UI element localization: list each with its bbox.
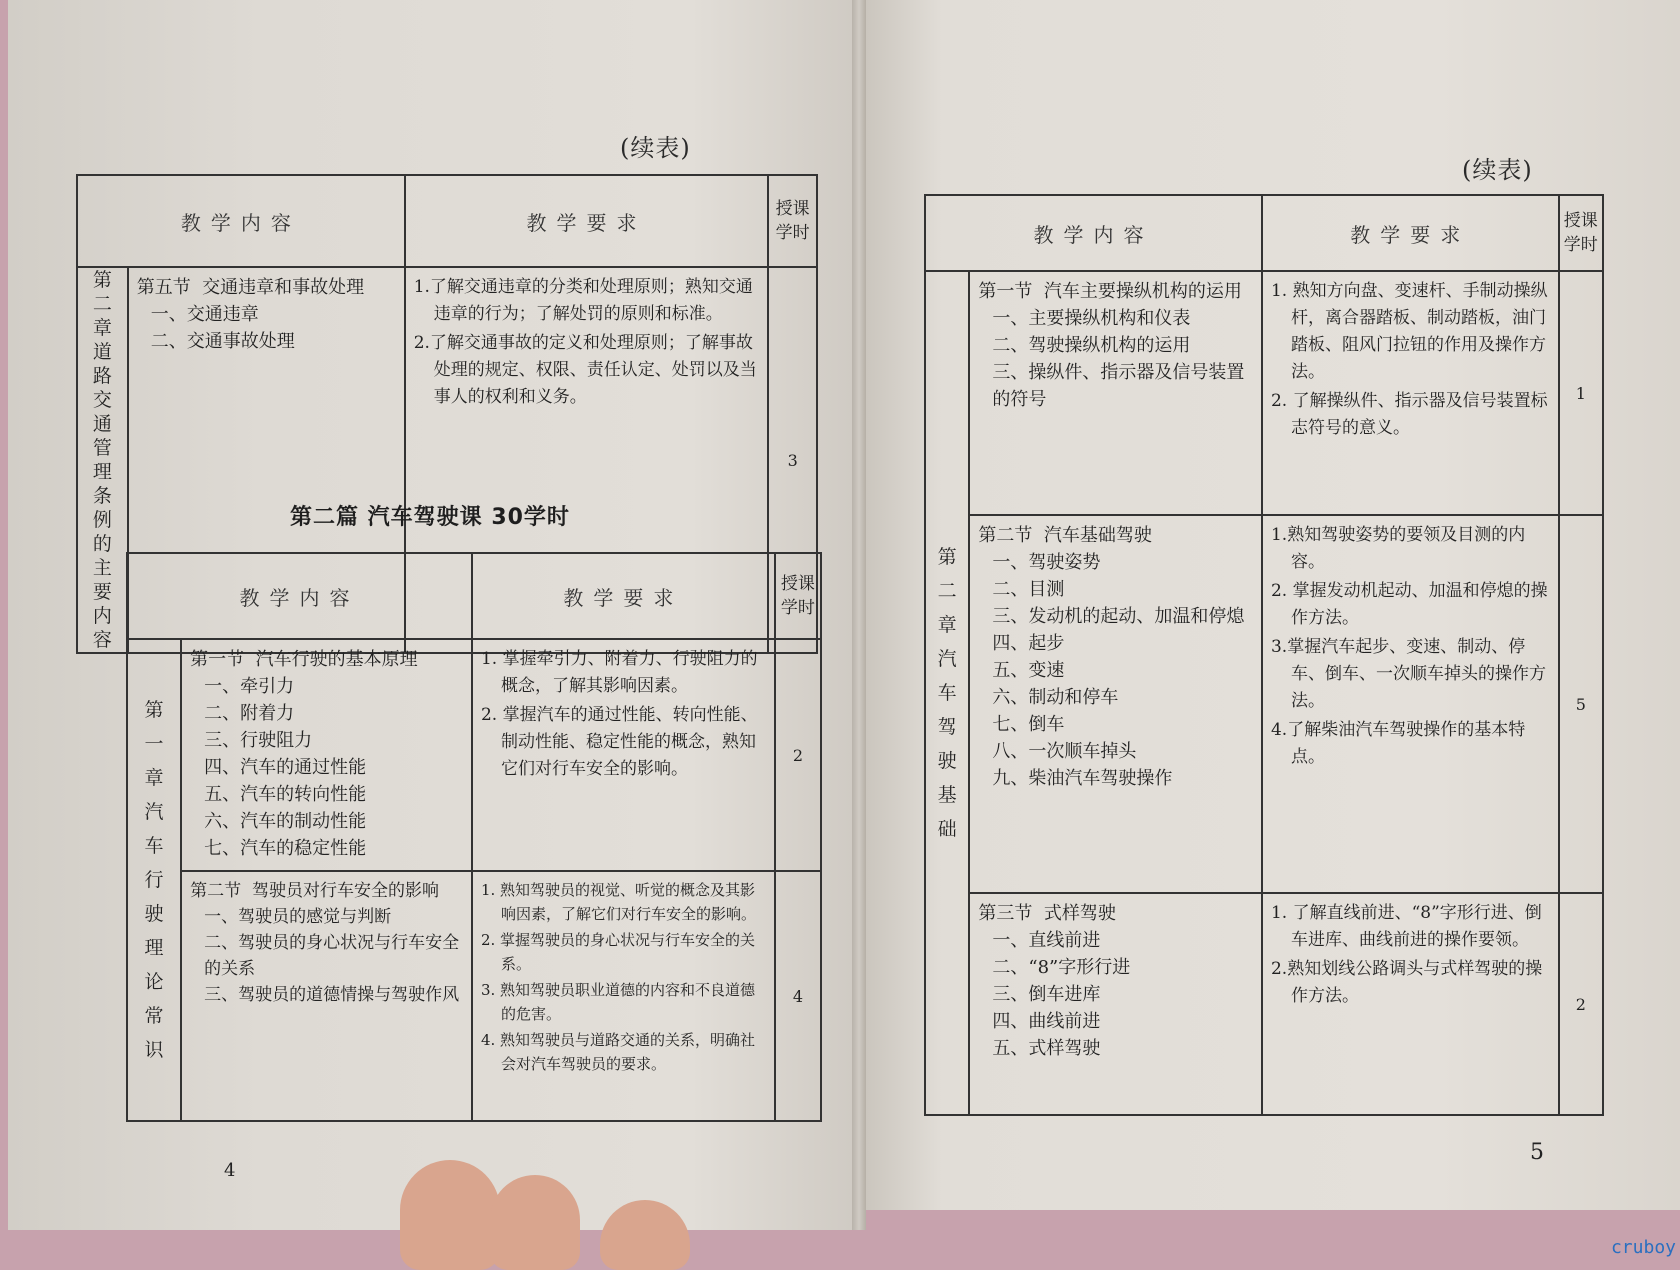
list-item: 六、制动和停车 [992, 687, 1119, 708]
book-spine [852, 0, 866, 1230]
requirement-item: 4. 熟知驾驶员与道路交通的关系，明确社会对汽车驾驶员的要求。 [480, 1031, 756, 1073]
hours-cell: 4 [775, 871, 821, 1121]
continued-label-left: (续表) [620, 134, 691, 162]
list-item: 一、直线前进 [992, 930, 1101, 951]
header-hours: 授课学时 [768, 175, 817, 267]
continued-label-right: (续表) [1462, 156, 1533, 184]
part-title: 第二篇 汽车驾驶课 30学时 [290, 505, 570, 530]
list-item: 四、起步 [992, 633, 1065, 654]
hours-cell: 5 [1559, 515, 1603, 893]
requirement-item: 1. 掌握牵引力、附着力、行驶阻力的概念，了解其影响因素。 [480, 649, 758, 696]
chapter-cell: 第二章道路交通管理条例的主要内容 [77, 267, 128, 653]
hours-cell: 1 [1559, 271, 1603, 515]
hours-cell: 2 [775, 639, 821, 871]
list-item: 四、汽车的通过性能 [204, 757, 367, 778]
header-requirements: 教学要求 [472, 553, 775, 639]
header-hours: 授课学时 [775, 553, 821, 639]
syllabus-table-3 [924, 194, 1604, 1116]
section-title: 第二节 驾驶员对行车安全的影响 [190, 881, 439, 901]
list-item: 一、交通违章 [150, 304, 259, 325]
syllabus-table-2 [126, 552, 822, 1122]
section-content [969, 271, 1262, 515]
list-item: 一、主要操纵机构和仪表 [992, 308, 1191, 329]
list-item: 七、倒车 [992, 714, 1065, 735]
section-title: 第三节 式样驾驶 [978, 903, 1116, 924]
list-item: 一、牵引力 [204, 676, 295, 697]
requirements-cell [1262, 271, 1559, 515]
requirement-item: 4.了解柴油汽车驾驶操作的基本特点。 [1270, 720, 1526, 767]
requirements-cell [1262, 893, 1559, 1115]
requirement-item: 2.了解交通事故的定义和处理原则；了解事故处理的规定、权限、责任认定、处罚以及当事人的权利和义务。 [413, 333, 757, 407]
list-item: 二、目测 [992, 579, 1065, 600]
requirement-item: 1.了解交通违章的分类和处理原则；熟知交通违章的行为；了解处罚的原则和标准。 [413, 277, 753, 324]
requirements-cell [472, 639, 775, 871]
requirement-item: 1.熟知驾驶姿势的要领及目测的内容。 [1270, 525, 1526, 572]
list-item: 一、驾驶姿势 [992, 552, 1101, 573]
list-item: 五、汽车的转向性能 [204, 784, 367, 805]
section-title: 第一节 汽车主要操纵机构的运用 [978, 281, 1242, 302]
header-content: 教学内容 [127, 553, 472, 639]
chapter-cell: 第一章汽车行驶理论常识 [127, 639, 181, 1121]
requirement-item: 2. 掌握汽车的通过性能、转向性能、制动性能、稳定性能的概念，熟知它们对行车安全的影响。 [480, 705, 758, 779]
section-content [181, 871, 472, 1121]
section-title: 第一节 汽车行驶的基本原理 [190, 649, 418, 670]
list-item: 三、发动机的起动、加温和停熄 [992, 606, 1245, 627]
hours-cell: 3 [768, 267, 817, 653]
list-item: 五、式样驾驶 [992, 1038, 1101, 1059]
header-requirements: 教学要求 [405, 175, 769, 267]
section-content [969, 515, 1262, 893]
hours-cell: 2 [1559, 893, 1603, 1115]
page-number-left: 4 [224, 1160, 236, 1181]
list-item: 三、驾驶员的道德情操与驾驶作风 [204, 985, 460, 1005]
list-item: 四、曲线前进 [992, 1011, 1101, 1032]
list-item: 三、倒车进库 [992, 984, 1101, 1005]
requirement-item: 1. 熟知方向盘、变速杆、手制动操纵杆，离合器踏板、制动踏板，油门踏板、阻风门拉钮的作用及操作方法。 [1270, 281, 1548, 382]
list-item: 二、驾驶员的身心状况与行车安全的关系 [204, 933, 460, 979]
list-item: 六、汽车的制动性能 [204, 811, 367, 832]
requirement-item: 2.熟知划线公路调头与式样驾驶的操作方法。 [1270, 959, 1543, 1006]
list-item: 二、驾驶操纵机构的运用 [992, 335, 1191, 356]
section-title: 第五节 交通违章和事故处理 [136, 277, 365, 298]
header-hours: 授课学时 [1559, 195, 1603, 271]
requirement-item: 3. 熟知驾驶员职业道德的内容和不良道德的危害。 [480, 981, 756, 1023]
requirement-item: 1. 了解直线前进、“8”字形行进、倒车进库、曲线前进的操作要领。 [1270, 903, 1542, 950]
header-content: 教学内容 [77, 175, 405, 267]
section-title: 第二节 汽车基础驾驶 [978, 525, 1152, 546]
requirement-item: 2. 了解操纵件、指示器及信号装置标志符号的意义。 [1270, 391, 1548, 438]
header-content: 教学内容 [925, 195, 1262, 271]
section-content [181, 639, 472, 871]
requirements-cell [1262, 515, 1559, 893]
page-number-right: 5 [1530, 1140, 1544, 1165]
header-requirements: 教学要求 [1262, 195, 1559, 271]
watermark: cruboy [1610, 1237, 1676, 1258]
finger-image [400, 1160, 500, 1270]
list-item: 三、行驶阻力 [204, 730, 313, 751]
list-item: 二、交通事故处理 [150, 331, 295, 352]
requirement-item: 2. 掌握发动机起动、加温和停熄的操作方法。 [1270, 581, 1548, 628]
list-item: 八、一次顺车掉头 [992, 741, 1137, 762]
section-content [969, 893, 1262, 1115]
list-item: 一、驾驶员的感觉与判断 [204, 907, 392, 927]
list-item: 九、柴油汽车驾驶操作 [992, 768, 1173, 789]
requirement-item: 3.掌握汽车起步、变速、制动、停车、倒车、一次顺车掉头的操作方法。 [1270, 637, 1546, 711]
requirement-item: 2. 掌握驾驶员的身心状况与行车安全的关系。 [480, 931, 756, 973]
list-item: 五、变速 [992, 660, 1065, 681]
list-item: 二、附着力 [204, 703, 295, 724]
list-item: 七、汽车的稳定性能 [204, 838, 367, 859]
finger-image [490, 1175, 580, 1270]
requirement-item: 1. 熟知驾驶员的视觉、听觉的概念及其影响因素，了解它们对行车安全的影响。 [480, 881, 756, 923]
list-item: 二、“8”字形行进 [992, 957, 1131, 978]
requirements-cell [472, 871, 775, 1121]
chapter-cell: 第二章汽车驾驶基础 [925, 271, 969, 1115]
list-item: 三、操纵件、指示器及信号装置的符号 [992, 362, 1245, 410]
